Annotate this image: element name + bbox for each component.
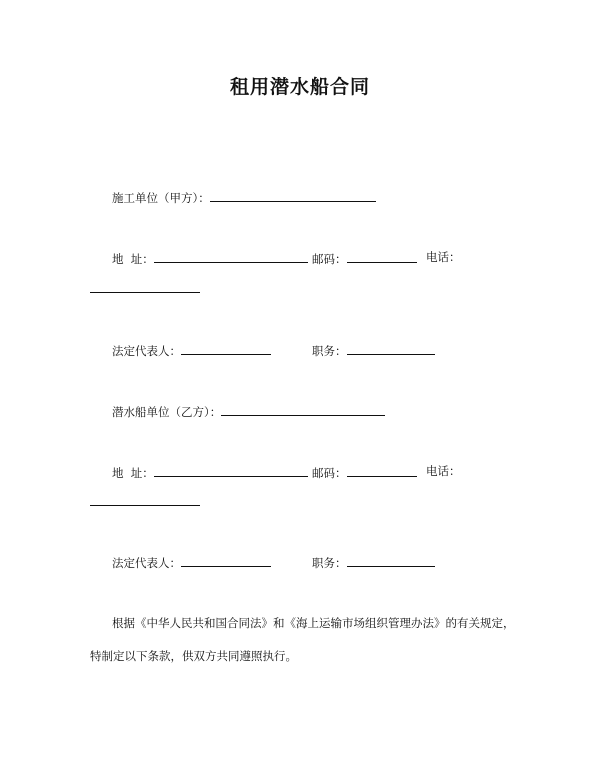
party-a-phone-label: 电话： bbox=[426, 250, 461, 264]
party-b-postcode-row bbox=[312, 463, 417, 481]
party-b-address-label: 地 址： bbox=[112, 466, 154, 480]
party-a-postcode-label: 邮码： bbox=[312, 252, 347, 266]
party-a-legal-rep-row bbox=[112, 341, 271, 359]
party-b-legal-rep-row bbox=[112, 553, 271, 571]
party-a-phone-row bbox=[90, 279, 200, 296]
party-b-position-blank[interactable] bbox=[347, 553, 435, 567]
party-b-position-label: 职务： bbox=[312, 556, 347, 570]
party-a-postcode-row bbox=[312, 249, 417, 267]
document-title: 租用潜水船合同 bbox=[229, 76, 370, 98]
party-b-phone-label: 电话： bbox=[426, 464, 461, 478]
party-a-phone-blank[interactable] bbox=[90, 279, 200, 293]
party-a-position-label: 职务： bbox=[312, 344, 347, 358]
preamble-line-2: 特制定以下条款，供双方共同遵照执行。 bbox=[90, 649, 297, 663]
party-b-phone-row bbox=[90, 492, 200, 509]
party-a-postcode-blank[interactable] bbox=[347, 249, 417, 263]
party-b-address-blank[interactable] bbox=[154, 463, 308, 477]
preamble-line-1: 根据《中华人民共和国合同法》和《海上运输市场组织管理办法》的有关规定， bbox=[112, 616, 515, 630]
party-a-position-blank[interactable] bbox=[347, 341, 435, 355]
party-a-address-label: 地 址： bbox=[112, 252, 154, 266]
party-b-unit-blank[interactable] bbox=[221, 402, 385, 416]
party-b-unit-label: 潜水船单位（乙方）： bbox=[112, 405, 222, 419]
party-a-legal-rep-label: 法定代表人： bbox=[112, 344, 181, 358]
party-a-address-blank[interactable] bbox=[154, 249, 308, 263]
party-a-position-row bbox=[312, 341, 435, 359]
party-a-unit-row bbox=[112, 188, 376, 206]
party-b-legal-rep-label: 法定代表人： bbox=[112, 556, 181, 570]
party-b-legal-rep-blank[interactable] bbox=[181, 553, 271, 567]
party-b-unit-row bbox=[112, 402, 385, 420]
party-a-unit-blank[interactable] bbox=[210, 188, 376, 202]
party-b-postcode-label: 邮码： bbox=[312, 466, 347, 480]
party-a-address-row bbox=[112, 249, 308, 267]
party-a-unit-label: 施工单位（甲方）： bbox=[112, 191, 210, 205]
party-b-position-row bbox=[312, 553, 435, 571]
party-b-postcode-blank[interactable] bbox=[347, 463, 417, 477]
party-b-phone-blank[interactable] bbox=[90, 492, 200, 506]
party-b-address-row bbox=[112, 463, 308, 481]
party-a-legal-rep-blank[interactable] bbox=[181, 341, 271, 355]
